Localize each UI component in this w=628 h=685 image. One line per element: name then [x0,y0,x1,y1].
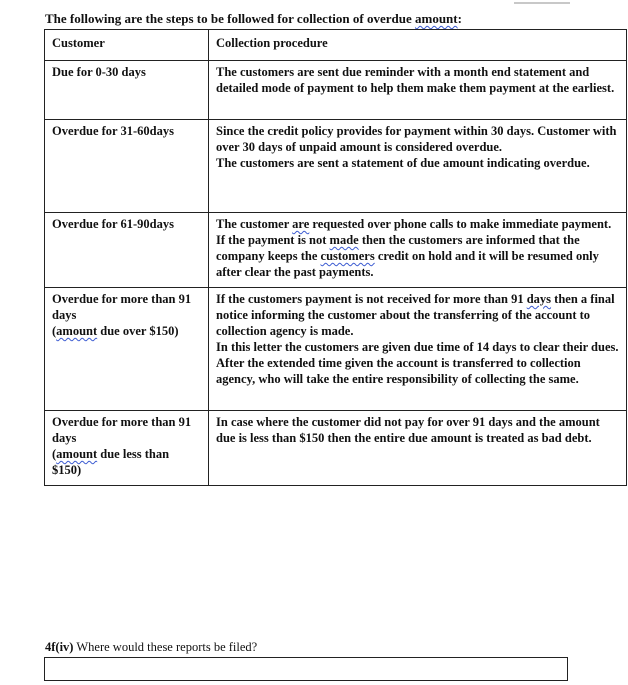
procedure-cell [209,120,627,213]
procedure-paragraph: The customers are sent a statement of due amount indicating overdue. [216,156,590,170]
table-row [45,288,627,411]
intro-heading [45,11,462,27]
question-prompt [45,640,257,655]
procedure-cell: The customers are sent due reminder with a month end statement and detailed mode of payment to help them make them payment at the earliest. [209,61,627,120]
procedure-text: then the customers are informed that the company keeps the [216,233,580,263]
flagged-word: made [329,233,359,247]
procedure-paragraph [216,291,619,339]
question-text: Where would these reports be filed? [73,640,258,654]
flagged-word: amount [56,447,98,461]
customer-text: due less than $150) [52,447,170,477]
table-row [45,213,627,288]
customer-text: Overdue for more than 91 days [52,415,192,445]
question-number: 4f(iv) [45,640,74,654]
flagged-word: are [292,217,310,231]
customer-paren: ( [52,324,57,338]
collection-procedure-table [44,29,627,486]
answer-input-box[interactable] [44,657,568,681]
header-customer: Customer [45,30,209,61]
procedure-cell: In case where the customer did not pay for over 91 days and the amount due is less than $150 then the entire due amount is treated as bad debt. [209,411,627,486]
customer-text: due over $150) [97,324,179,338]
procedure-cell [209,288,627,411]
table-row [45,411,627,486]
procedure-text: If the customers payment is not received for more than 91 [216,292,527,306]
customer-cell: Due for 0-30 days [45,61,209,120]
procedure-paragraph: In this letter the customers are given due time of 14 days to clear their dues. After the extended time given the account is transferred to collection agency, who will take the entire responsibility of collecting the same. [216,340,619,386]
intro-flagged-word: amount [414,11,458,26]
table-row [45,61,627,120]
procedure-text: The customer [216,217,293,231]
table-row [45,120,627,213]
procedure-paragraph: Since the credit policy provides for payment within 30 days. Customer with over 30 days of unpaid amount is considered overdue. [216,124,617,154]
table-header-row [45,30,627,61]
intro-colon: : [457,11,462,26]
procedure-text: requested over phone calls to make immediate payment. If the payment is not [216,217,612,247]
customer-paren: ( [52,447,57,461]
procedure-text: credit on hold and it will be resumed only after clear the past payments. [216,249,599,279]
flagged-word: amount [56,324,98,338]
header-collection-procedure: Collection procedure [209,30,627,61]
intro-text: The following are the steps to be followed for collection of overdue [45,11,415,26]
flagged-word: customers [320,249,375,263]
procedure-text: then a final notice informing the customer about the transferring of the account to collection agency is made. [216,292,615,338]
customer-cell: Overdue for 61-90days [45,213,209,288]
top-divider [514,2,570,4]
flagged-word: days [526,292,552,306]
customer-cell [45,288,209,411]
customer-cell: Overdue for 31-60days [45,120,209,213]
customer-text: Overdue for more than 91 days [52,292,192,322]
customer-cell [45,411,209,486]
procedure-cell [209,213,627,288]
